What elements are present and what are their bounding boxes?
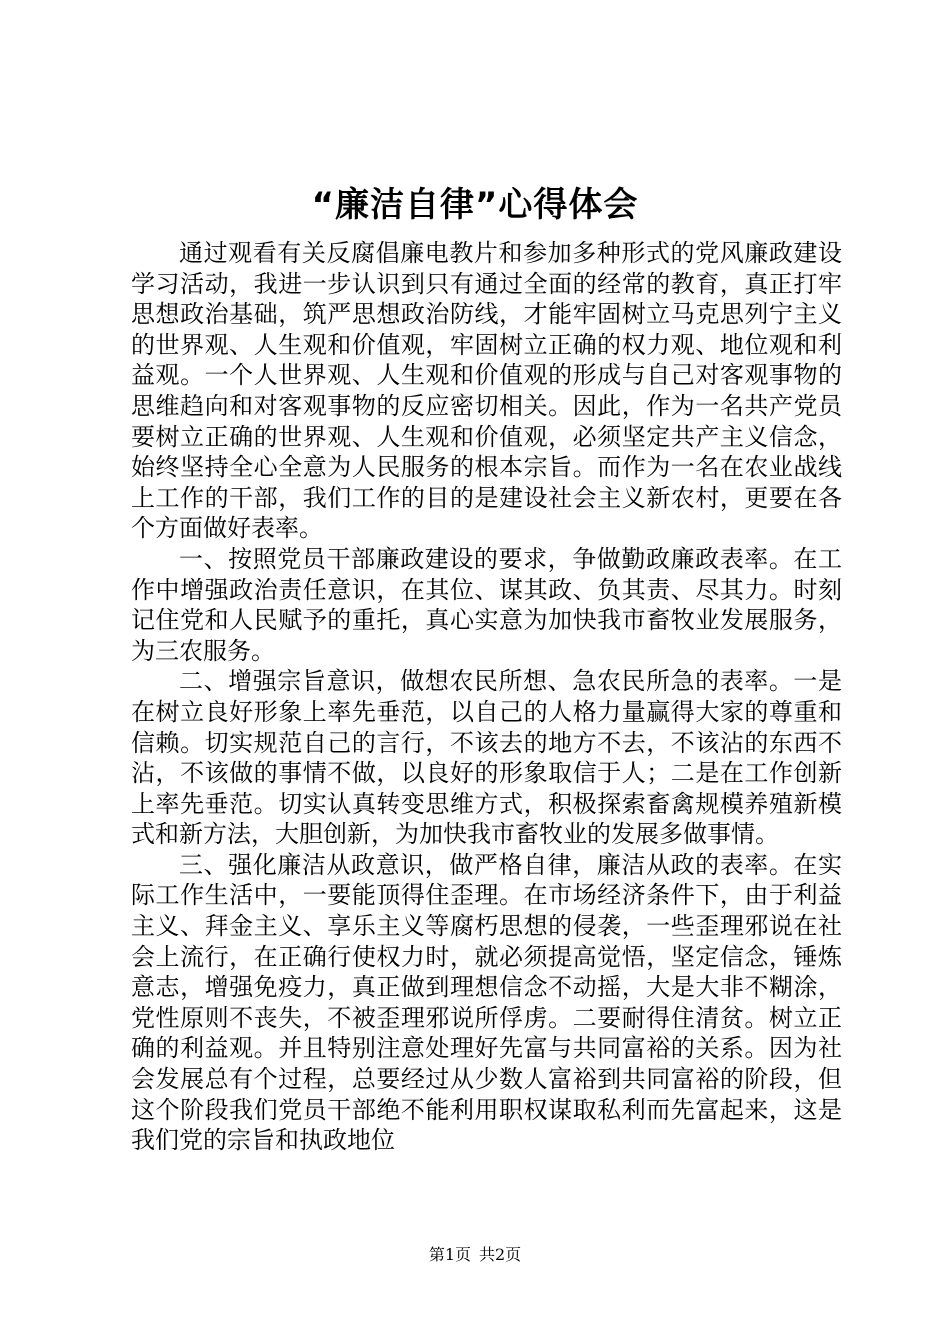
paragraph-point-3: 三、强化廉洁从政意识，做严格自律，廉洁从政的表率。在实际工作生活中，一要能顶得住歪理。在市场经济条件下，由于利益主义、拜金主义、享乐主义等腐朽思想的侵袭，一些歪理邪说在社会上流行，在正确行使权力时，就必须提高觉悟，坚定信念，锤炼意志，增强免疫力，真正做到理想信念不动摇，大是大非不糊涂，党性原则不丧失，不被歪理邪说所俘虏。二要耐得住清贫。树立正确的利益观。并且特别注意处理好先富与共同富裕的关系。因为社会发展总有个过程，总要经过从少数人富裕到共同富裕的阶段，但这个阶段我们党员干部绝不能利用职权谋取私利而先富起来，这是我们党的宗旨和执政地位 xyxy=(131,850,842,1155)
document-title: “廉洁自律”心得体会 xyxy=(311,185,639,225)
paragraph-intro: 通过观看有关反腐倡廉电教片和参加多种形式的党风廉政建设学习活动，我进一步认识到只有通过全面的经常的教育，真正打牢思想政治基础，筑严思想政治防线，才能牢固树立马克思列宁主义的世界观、人生观和价值观，牢固树立正确的权力观、地位观和利益观。一个人世界观、人生观和价值观的形成与自己对客观事物的思维趋向和对客观事物的反应密切相关。因此，作为一名共产党员要树立正确的世界观、人生观和价值观，必须坚定共产主义信念，始终坚持全心全意为人民服务的根本宗旨。而作为一名在农业战线上工作的干部，我们工作的目的是建设社会主义新农村，更要在各个方面做好表率。 xyxy=(131,239,842,543)
document-body xyxy=(131,238,842,1156)
paragraph-point-2: 二、增强宗旨意识，做想农民所想、急农民所急的表率。一是在树立良好形象上率先垂范，以自己的人格力量赢得大家的尊重和信赖。切实规范自己的言行，不该去的地方不去，不该沾的东西不沾，不该做的事情不做，以良好的形象取信于人；二是在工作创新上率先垂范。切实认真转变思维方式，积极探索畜禽规模养殖新模式和新方法，大胆创新，为加快我市畜牧业的发展多做事情。 xyxy=(131,667,842,849)
paragraph-point-1: 一、按照党员干部廉政建设的要求，争做勤政廉政表率。在工作中增强政治责任意识，在其位、谋其政、负其责、尽其力。时刻记住党和人民赋予的重托，真心实意为加快我市畜牧业发展服务，为三农服务。 xyxy=(131,544,842,665)
page-number-current: 第1页 xyxy=(428,1245,471,1264)
page-footer xyxy=(0,1244,950,1266)
page-number-total: 共2页 xyxy=(479,1245,522,1264)
